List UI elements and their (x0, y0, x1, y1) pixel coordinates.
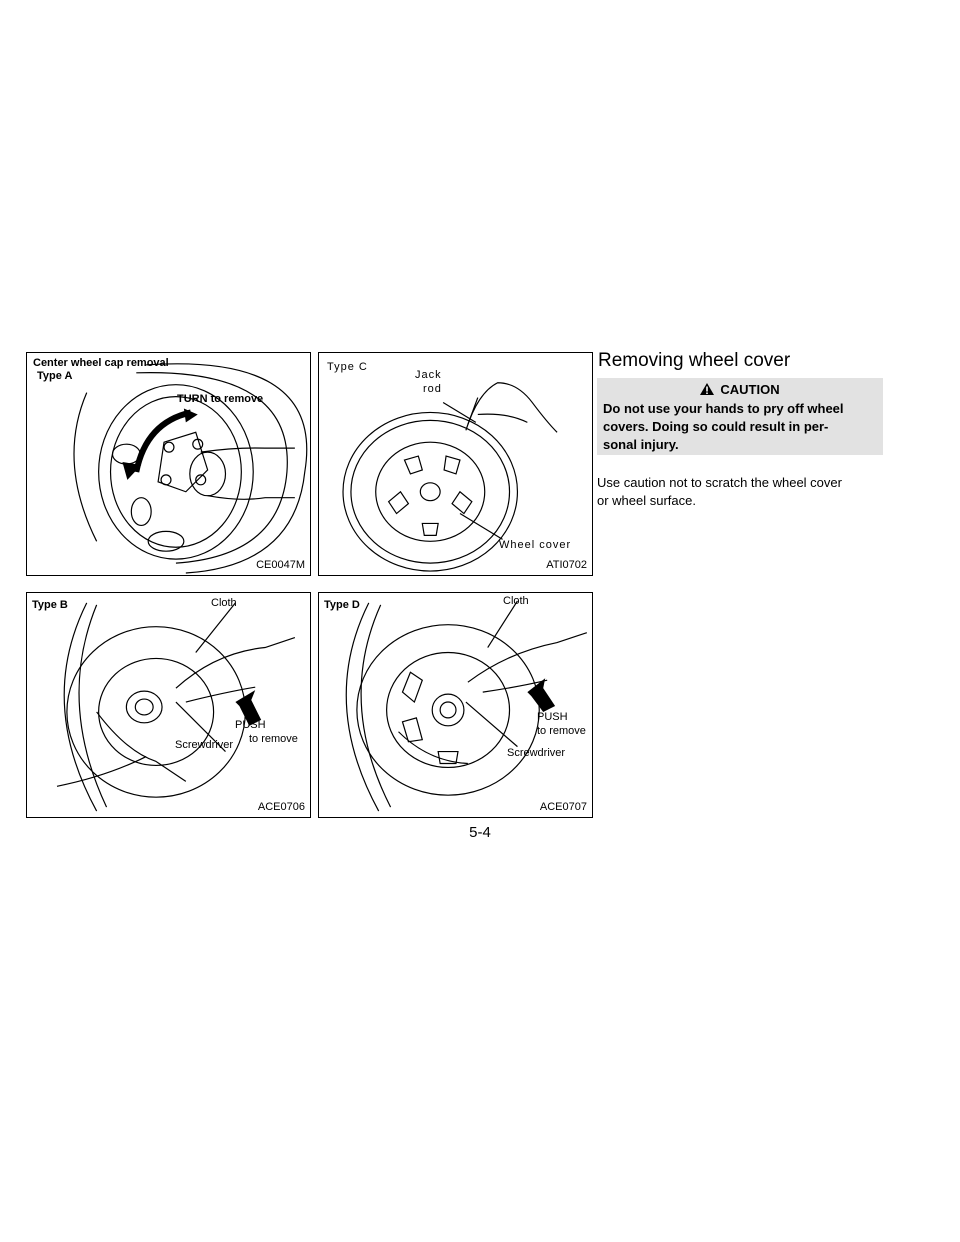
push-label: PUSH (537, 711, 568, 723)
page-number: 5-4 (469, 824, 491, 841)
figure-subtitle: Type A (37, 370, 73, 382)
caution-line: Do not use your hands to pry off wheel (603, 401, 844, 416)
figure-code: ACE0706 (257, 801, 305, 813)
push-sub-label: to remove (537, 725, 586, 737)
figure-title: Type B (32, 599, 68, 611)
figure-type-c (318, 352, 593, 576)
caution-line: sonal injury. (603, 437, 679, 452)
screwdriver-label: Screwdriver (507, 747, 566, 759)
figure-title: Type C (327, 361, 368, 373)
push-sub-label: to remove (249, 733, 298, 745)
figure-type-d (318, 592, 593, 818)
cloth-label: Cloth (211, 597, 237, 609)
wheel-cover-label: Wheel cover (499, 539, 572, 551)
center-cap-type-b-illustration (27, 593, 310, 817)
cloth-label: Cloth (503, 595, 529, 607)
caution-header (597, 382, 883, 397)
screwdriver-label: Screwdriver (175, 739, 234, 751)
section-heading: Removing wheel cover (598, 350, 791, 371)
caution-title: CAUTION (720, 382, 780, 397)
rod-label: rod (423, 383, 442, 395)
body-line: Use caution not to scratch the wheel cover (597, 475, 842, 490)
center-wheel-cap-illustration (27, 353, 310, 575)
body-line: or wheel surface. (597, 493, 696, 508)
figure-type-b (26, 592, 311, 818)
caution-line: covers. Doing so could result in per- (603, 419, 829, 434)
body-paragraph (597, 474, 887, 510)
center-cap-type-d-illustration (319, 593, 592, 817)
turn-label: TURN to remove (177, 393, 264, 405)
figure-code: CE0047M (256, 559, 305, 571)
figure-code: ATI0702 (546, 559, 587, 571)
caution-box (597, 378, 883, 455)
jack-label: Jack (415, 369, 442, 381)
figure-title: Type D (324, 599, 360, 611)
figure-code: ACE0707 (539, 801, 587, 813)
push-label: PUSH (235, 719, 266, 731)
warning-icon (700, 383, 714, 395)
figure-type-a (26, 352, 311, 576)
caution-text (603, 400, 879, 454)
figure-title: Center wheel cap removal (33, 357, 169, 369)
